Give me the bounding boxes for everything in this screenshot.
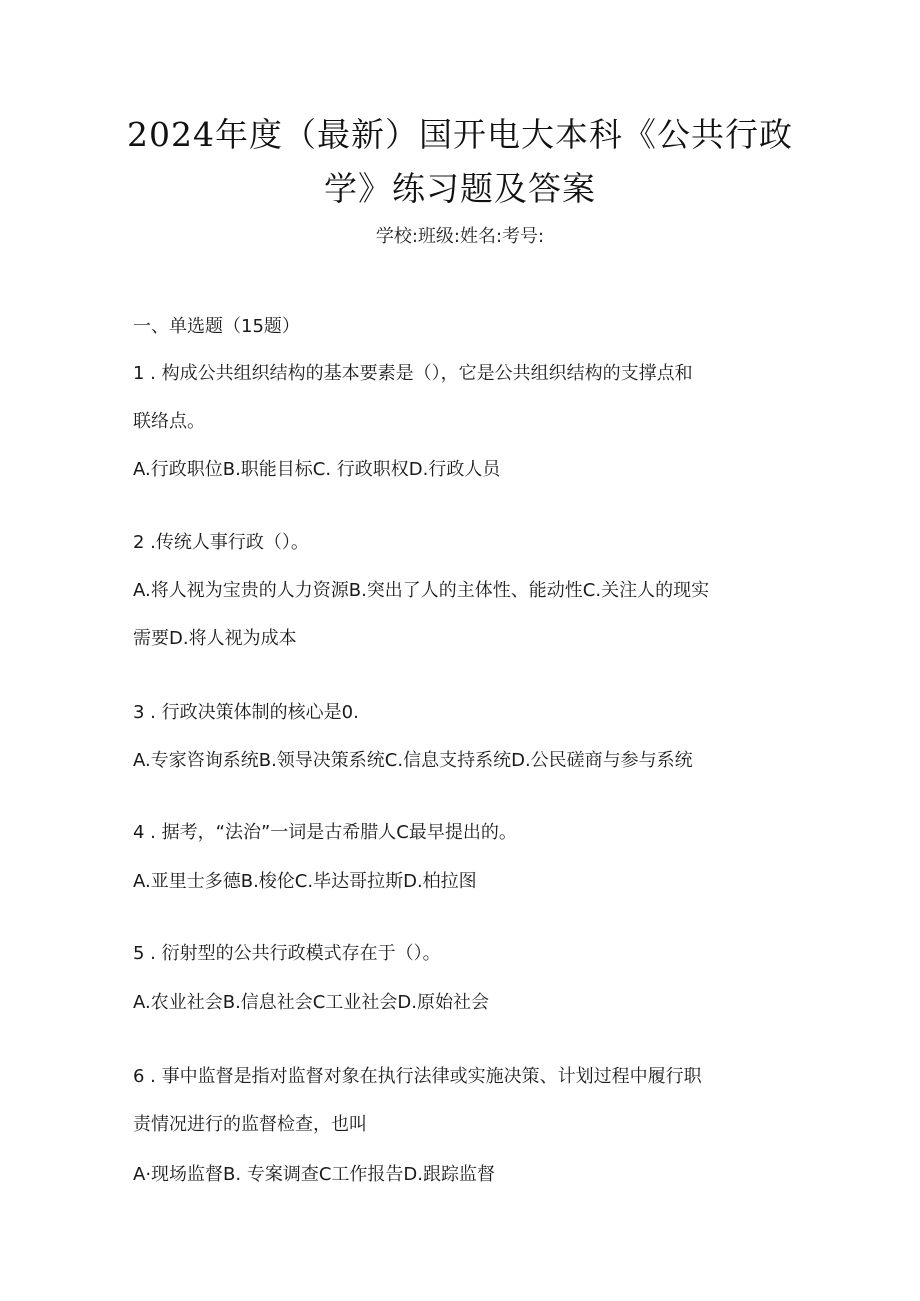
section-heading: 一、单选题（15题） (133, 316, 300, 337)
question-text-line: 3 . 行政决策体制的核心是0. (133, 702, 359, 723)
question-text-line: 2 .传统人事行政（）。 (133, 532, 309, 553)
question-2-options (133, 578, 793, 652)
question-6-options (133, 1162, 793, 1188)
question-1 (133, 361, 783, 435)
question-3 (133, 700, 783, 726)
option-line: A.将人视为宝贵的人力资源B.突出了人的主体性、能动性C.关注人的现实 (133, 580, 710, 601)
option-line: A.亚里士多德B.梭伦C.毕达哥拉斯D.柏拉图 (133, 871, 477, 892)
question-text-line: 联络点。 (133, 411, 205, 432)
question-6 (133, 1064, 783, 1138)
question-5-options (133, 990, 793, 1016)
question-1-options (133, 457, 793, 483)
option-line: A.专家咨询系统B.领导决策系统C.信息支持系统D.公民磋商与参与系统 (133, 750, 693, 771)
option-line: A·现场监督B. 专案调查C工作报告D.跟踪监督 (133, 1164, 495, 1185)
question-text-line: 5 . 衍射型的公共行政模式存在于（）。 (133, 943, 441, 964)
option-line: 需要D.将人视为成本 (133, 628, 297, 649)
title-line-2: 学》练习题及答案 (324, 169, 596, 208)
question-4 (133, 820, 783, 846)
title-line-1: 2024年度（最新）国开电大本科《公共行政 (127, 115, 793, 154)
question-2 (133, 530, 783, 556)
student-info-line: 学校:班级:姓名:考号: (375, 226, 545, 247)
question-5 (133, 941, 783, 967)
document-title (120, 108, 800, 216)
question-text-line: 4 . 据考，“法治”一词是古希腊人C最早提出的。 (133, 822, 517, 843)
question-4-options (133, 869, 793, 895)
option-line: A.行政职位B.职能目标C. 行政职权D.行政人员 (133, 459, 501, 480)
question-text-line: 责情况进行的监督检查，也叫 (133, 1114, 367, 1135)
question-text-line: 1 . 构成公共组织结构的基本要素是（），它是公共组织结构的支撑点和 (133, 363, 693, 384)
question-3-options (133, 748, 793, 774)
question-text-line: 6 . 事中监督是指对监督对象在执行法律或实施决策、计划过程中履行职 (133, 1066, 702, 1087)
option-line: A.农业社会B.信息社会C工业社会D.原始社会 (133, 992, 489, 1013)
